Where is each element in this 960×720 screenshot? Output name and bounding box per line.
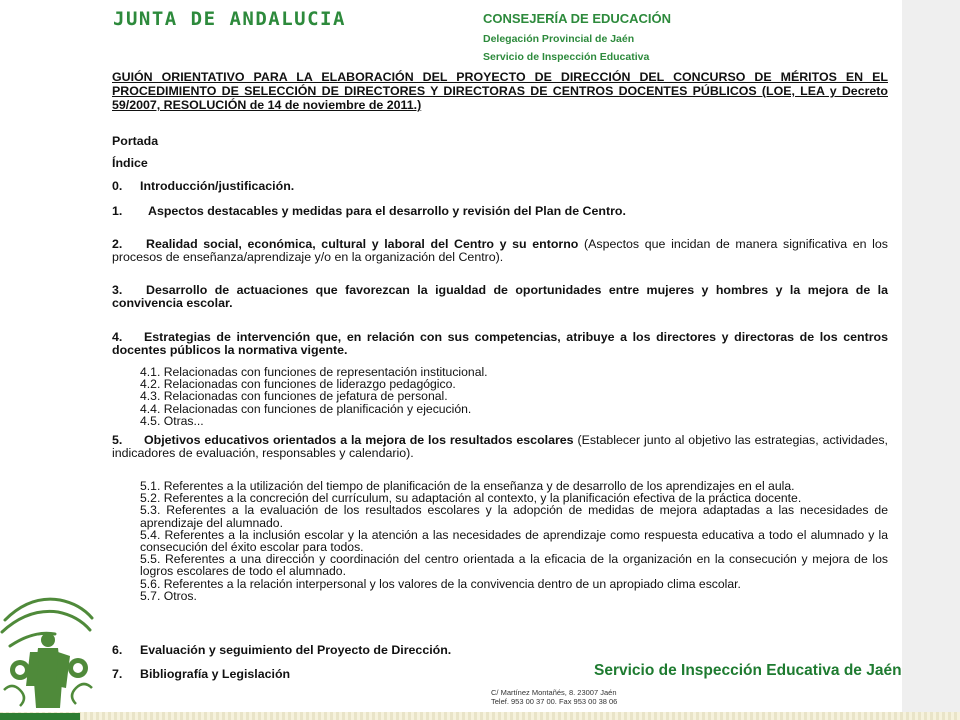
subitem-4-5: 4.5. Otras... <box>140 413 204 428</box>
index-item-4: 4. Estrategias de intervención que, en relación con sus competencias, atribuye a los directores y directoras de los centros docentes públicos la normativa vigente. <box>112 330 888 357</box>
index-item-6: 6. Evaluación y seguimiento del Proyecto de Dirección. <box>112 643 452 657</box>
subitem-4-3: 4.3. Relacionadas con funciones de jefatura de personal. <box>140 389 448 404</box>
subitem-5-2: 5.2. Referentes a la concreción del currículum, su adaptación al contexto, y la planificación efectiva de la práctica docente. <box>140 491 802 506</box>
indice-label: Índice <box>112 156 148 170</box>
bottom-green-bar <box>0 713 80 720</box>
index-item-7: 7. Bibliografía y Legislación <box>112 667 291 681</box>
subitem-5-6: 5.6. Referentes a la relación interpersonal y los valores de la convivencia dentro de un apropiado clima escolar. <box>140 576 741 591</box>
footer-service-title: Servicio de Inspección Educativa de Jaén <box>594 662 902 679</box>
right-margin-band <box>902 0 960 720</box>
bottom-decorative-band <box>0 712 960 720</box>
subitem-4-4: 4.4. Relacionadas con funciones de planificación y ejecución. <box>140 401 472 416</box>
portada-label: Portada <box>112 134 159 148</box>
footer-address: C/ Martínez Montañés, 8. 23007 Jaén Telef. 953 00 37 00. Fax 953 00 38 06 <box>491 688 618 706</box>
subitem-5-7: 5.7. Otros. <box>140 588 197 603</box>
subitem-5-4: 5.4. Referentes a la inclusión escolar y la atención a las necesidades de aprendizaje como respuesta educativa a todo el alumnado y la consecución del éxito escolar para todos. <box>140 527 888 555</box>
index-item-3: 3. Desarrollo de actuaciones que favorezcan la igualdad de oportunidades entre mujeres y hombres y la mejora de la convivencia escolar. <box>112 283 888 310</box>
servicio-name: Servicio de Inspección Educativa <box>483 51 650 63</box>
index-item-2: 2. Realidad social, económica, cultural y laboral del Centro y su entorno (Aspectos que incidan de manera significativa en los procesos de enseñanza/aprendizaje y/o en la organización del Centro). <box>112 237 888 264</box>
brand-name: JUNTA DE ANDALUCIA <box>113 8 346 30</box>
item-4-subitems <box>140 366 888 427</box>
document-title: GUIÓN ORIENTATIVO PARA LA ELABORACIÓN DEL PROYECTO DE DIRECCIÓN DEL CONCURSO DE MÉRITOS EN EL PROCEDIMIENTO DE SELECCIÓN DE DIRECTORES Y DIRECTORAS DE CENTROS DOCENTES PÚBLICOS (LOE, LEA y Decreto 59/2007, RESOLUCIÓN de 14 de noviembre de 2011.) <box>112 70 888 112</box>
subitem-5-5: 5.5. Referentes a una dirección y coordinación del centro orientada a la eficacia de la organización en la consecución y mejora de los logros escolares de todo el alumnado. <box>140 552 888 579</box>
subitem-4-2: 4.2. Relacionadas con funciones de liderazgo pedagógico. <box>140 377 456 392</box>
andalucia-emblem-icon <box>0 590 95 718</box>
subitem-5-3: 5.3. Referentes a la evaluación de los resultados escolares y la adopción de medidas de mejora adaptadas a las necesidades de aprendizaje del alumnado. <box>140 503 888 530</box>
subitem-5-1: 5.1. Referentes a la utilización del tiempo de planificación de la enseñanza y de desarrollo de los aprendizajes en el aula. <box>140 479 795 493</box>
index-item-5: 5. Objetivos educativos orientados a la mejora de los resultados escolares (Establecer junto al objetivo las estrategias, actividades, indicadores de evaluación, responsables y calendario). <box>112 433 888 460</box>
index-item-0: 0. Introducción/justificación. <box>112 179 295 193</box>
consejeria-name: CONSEJERÍA DE EDUCACIÓN <box>483 11 672 26</box>
item-5-subitems <box>140 480 888 602</box>
index-item-1: 1. Aspectos destacables y medidas para el desarrollo y revisión del Plan de Centro. <box>112 204 626 218</box>
subitem-4-1: 4.1. Relacionadas con funciones de representación institucional. <box>140 365 488 379</box>
delegacion-name: Delegación Provincial de Jaén <box>483 33 635 45</box>
